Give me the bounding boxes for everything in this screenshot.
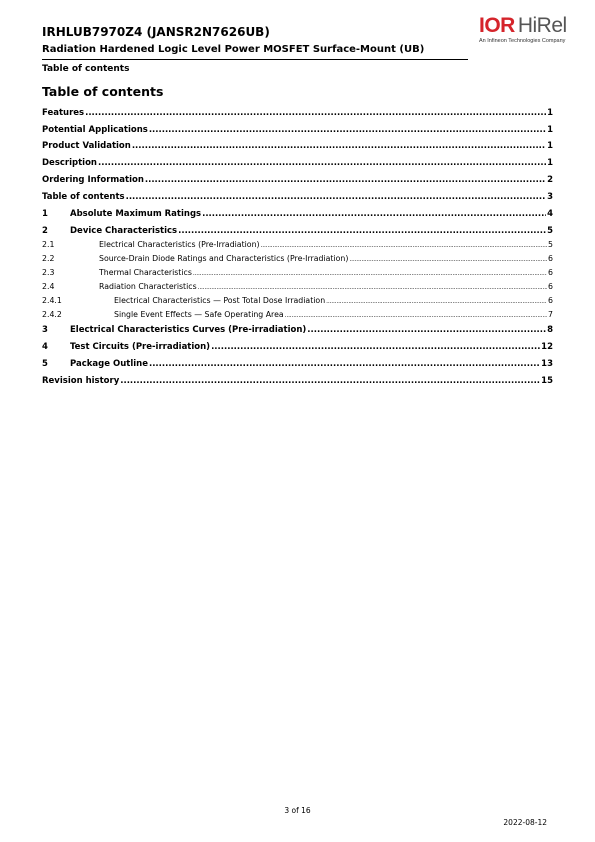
toc-entry-number: 2.1 — [42, 240, 55, 249]
toc-dot-leader — [193, 270, 547, 277]
toc-entry[interactable] — [42, 254, 553, 263]
toc-entry-page: 6 — [548, 268, 553, 277]
toc-entry[interactable] — [42, 325, 553, 335]
toc-entry-title: Single Event Effects — Safe Operating Area — [114, 310, 284, 319]
company-logo — [479, 14, 589, 44]
toc-entry-page: 3 — [547, 192, 553, 202]
toc-entry-title: Features — [42, 108, 85, 118]
header-divider — [42, 59, 468, 60]
toc-entry-title: Description — [42, 158, 97, 168]
toc-entry-number: 2.4 — [42, 282, 55, 291]
toc-dot-leader — [307, 325, 546, 335]
toc-dot-leader — [120, 376, 540, 386]
toc-entry-title: Electrical Characteristics Curves (Pre-irradiation) — [70, 325, 307, 335]
toc-dot-leader — [198, 284, 547, 291]
toc-heading: Table of contents — [42, 84, 164, 99]
toc-dot-leader — [132, 141, 546, 151]
toc-entry-number: 2.2 — [42, 254, 55, 263]
toc-entry-title: Package Outline — [70, 359, 148, 369]
toc-dot-leader — [178, 226, 546, 236]
running-section-title: Table of contents — [42, 64, 130, 74]
logo-ir-mark: IOR — [479, 14, 515, 37]
logo-tagline: An Infineon Technologies Company — [479, 38, 566, 44]
toc-entry-title: Product Validation — [42, 141, 131, 151]
toc-entry-title: Electrical Characteristics (Pre-Irradiation) — [99, 240, 260, 249]
toc-entry-number: 2.4.2 — [42, 310, 62, 319]
toc-entry[interactable] — [42, 268, 553, 277]
toc-entry-page: 12 — [541, 342, 553, 352]
toc-entry[interactable] — [42, 192, 553, 202]
toc-entry-page: 5 — [548, 240, 553, 249]
toc-entry[interactable] — [42, 141, 553, 151]
toc-entry-page: 15 — [541, 376, 553, 386]
toc-entry[interactable] — [42, 376, 553, 386]
toc-dot-leader — [126, 192, 546, 202]
toc-entry-page: 13 — [541, 359, 553, 369]
toc-entry-page: 5 — [547, 226, 553, 236]
logo-hirel-text: HiRel — [517, 14, 567, 37]
toc-entry[interactable] — [42, 310, 553, 319]
toc-entry-page: 6 — [548, 282, 553, 291]
toc-entry[interactable] — [42, 240, 553, 249]
toc-entry-number: 5 — [42, 359, 48, 369]
toc-entry-number: 3 — [42, 325, 48, 335]
toc-entry-title: Absolute Maximum Ratings — [70, 209, 202, 219]
toc-entry[interactable] — [42, 342, 553, 352]
toc-dot-leader — [85, 108, 546, 118]
toc-entry[interactable] — [42, 125, 553, 135]
toc-dot-leader — [149, 359, 540, 369]
toc-entry-page: 2 — [547, 175, 553, 185]
toc-dot-leader — [98, 158, 546, 168]
toc-entry-title: Source-Drain Diode Ratings and Characteristics (Pre-Irradiation) — [99, 254, 349, 263]
toc-entry-number: 2.4.1 — [42, 296, 62, 305]
toc-entry-number: 1 — [42, 209, 48, 219]
toc-dot-leader — [202, 209, 546, 219]
toc-entry[interactable] — [42, 108, 553, 118]
toc-entry[interactable] — [42, 226, 553, 236]
toc-entry-title: Electrical Characteristics — Post Total Dose Irradiation — [114, 296, 326, 305]
toc-entry-number: 4 — [42, 342, 48, 352]
toc-entry-title: Thermal Characteristics — [99, 268, 192, 277]
toc-entry-page: 1 — [547, 108, 553, 118]
toc-entry[interactable] — [42, 282, 553, 291]
toc-dot-leader — [326, 298, 547, 305]
toc-dot-leader — [349, 256, 547, 263]
toc-entry[interactable] — [42, 175, 553, 185]
toc-dot-leader — [211, 342, 540, 352]
document-subtitle: Radiation Hardened Logic Level Power MOSFET Surface-Mount (UB) — [42, 44, 425, 55]
toc-entry-title: Revision history — [42, 376, 120, 386]
toc-dot-leader — [145, 175, 546, 185]
toc-entry-title: Table of contents — [42, 192, 125, 202]
toc-dot-leader — [149, 125, 546, 135]
toc-entry-title: Ordering Information — [42, 175, 144, 185]
toc-entry-page: 8 — [547, 325, 553, 335]
toc-entry[interactable] — [42, 296, 553, 305]
document-title: IRHLUB7970Z4 (JANSR2N7626UB) — [42, 25, 270, 39]
toc-entry[interactable] — [42, 359, 553, 369]
toc-dot-leader — [285, 312, 547, 319]
toc-entry-page: 1 — [547, 141, 553, 151]
toc-entry-number: 2.3 — [42, 268, 55, 277]
toc-entry-page: 1 — [547, 158, 553, 168]
document-date: 2022-08-12 — [503, 818, 547, 827]
toc-entry-title: Radiation Characteristics — [99, 282, 197, 291]
toc-entry-page: 6 — [548, 254, 553, 263]
toc-entry-title: Potential Applications — [42, 125, 148, 135]
toc-entry[interactable] — [42, 209, 553, 219]
toc-entry-page: 4 — [547, 209, 553, 219]
toc-entry-number: 2 — [42, 226, 48, 236]
toc-entry-page: 1 — [547, 125, 553, 135]
toc-entry-title: Device Characteristics — [70, 226, 178, 236]
page-number: 3 of 16 — [284, 806, 311, 815]
toc-entry[interactable] — [42, 158, 553, 168]
toc-entry-page: 6 — [548, 296, 553, 305]
toc-entry-title: Test Circuits (Pre-irradiation) — [70, 342, 211, 352]
toc-entry-page: 7 — [548, 310, 553, 319]
toc-dot-leader — [261, 242, 547, 249]
